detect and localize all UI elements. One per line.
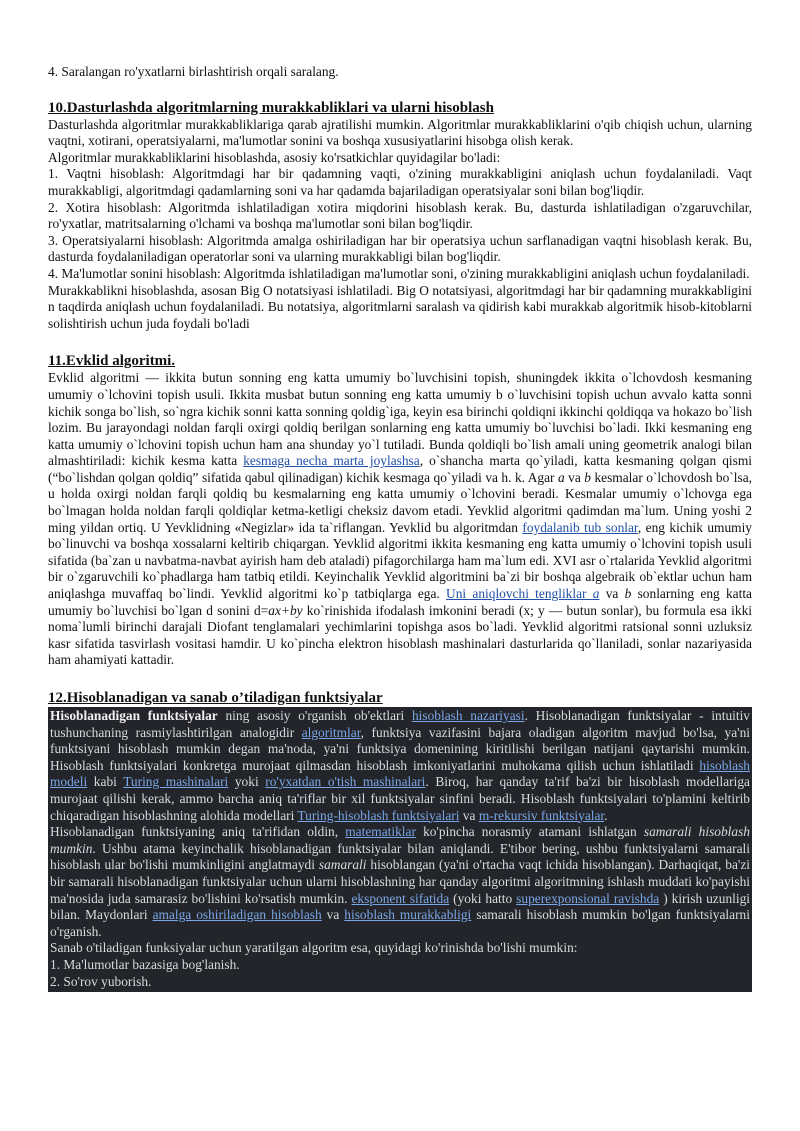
section-11-paragraph	[48, 370, 752, 669]
text-run: . Biroq, har qanday ta'rif ba'zi bir hisoblash modellariga murojaat qilishi kerak, ammo barcha aniq ta'riflar bir xil funktsiyalar sinfini beradi. Hisoblash funktsiyalari to'plamini keltirib chiqaradigan hisoblashning alohida modellari	[50, 774, 750, 823]
text-run: ko'pincha norasmiy atamani ishlatgan	[415, 824, 644, 840]
text-run: .	[604, 807, 608, 823]
link-turing-hisoblash[interactable]: Turing-hisoblash funktsiyalari	[297, 807, 460, 823]
link-m-rekursiv[interactable]: m-rekursiv funktsiyalar	[478, 807, 605, 823]
text-run: samarali hisoblash mumkin bo'lgan funktsiyalarni o'rganish.	[50, 907, 750, 939]
link-turing-mashinalari[interactable]: Turing mashinalari	[123, 774, 229, 790]
variable-b: b	[584, 469, 591, 485]
bold-term: Hisoblanadigan funktsiyalar	[50, 708, 218, 723]
section-11	[48, 352, 752, 669]
link-amalga-oshiriladigan[interactable]: amalga oshiriladigan hisoblash	[152, 907, 322, 923]
link-hisoblash-modeli[interactable]: hisoblash modeli	[50, 757, 750, 790]
text-run: va	[564, 469, 585, 485]
section-10-paragraph: 4. Ma'lumotlar sonini hisoblash: Algoritmda ishlatiladigan ma'lumotlar soni, o'zining murakkabligini aniqlash uchun foydalaniladi.	[48, 265, 750, 281]
italic-term: samarali	[318, 857, 367, 873]
text-run: ) kirish uzunligi bilan. Maydonlari	[50, 890, 750, 923]
text-run: ning asosiy o'rganish ob'ektlari	[217, 708, 412, 723]
section-11-title: 11.Evklid algoritmi.	[48, 353, 176, 370]
italic-term: samarali hisoblash mumkin	[50, 824, 750, 856]
section-10-paragraph: Algoritmlar murakkabliklarini hisoblashda, asosiy ko'rsatkichlar quyidagilar bo'ladi:	[48, 149, 501, 165]
variable-b: b	[624, 586, 632, 602]
link-text: Uni aniqlovchi tengliklar	[446, 586, 593, 602]
section-12-title: 12.Hisoblanadigan va sanab o’tiladigan funktsiyalar	[48, 690, 383, 706]
section-12-paragraph	[50, 708, 750, 824]
text-run: va	[321, 907, 345, 923]
section-12	[48, 689, 752, 992]
dark-highlight-block	[48, 707, 752, 992]
section-10-paragraph: Murakkablikni hisoblashda, asosan Big O notatsiyasi ishlatiladi. Big O notatsiyasi, algoritmdagi har bir qadamning murakkabligini n taqdirda aniqlash uchun foydalaniladi. Bu notatsiya, algoritmlarni saralash va qidirish kabi murakkab algoritmik hisob-kitoblarni solishtirish uchun juda foydali bo'ladi	[48, 282, 752, 331]
link-superexponsional[interactable]: superexponsional ravishda	[516, 890, 660, 906]
text-run: . Hisoblanadigan funktsiyalar - intuitiv tushunchaning rasmiylashtirilgan analogidir	[50, 708, 751, 740]
text-run: (yoki hatto	[449, 890, 517, 906]
text-run: kesmalar o`lchovdosh bo`lsa, u holda oxirgi noldan farqli qoldiq bu kesmalarning eng katta umumiy o`lchovini beradi. Kesmalar umumiy o`lchovga ega bo`lmagan holda noldan farqli qoldiqlar ketma-ketligi cheksiz davom etadi. Yevklid algoritmi qadimdan ma`lum. Uning yoshi 2 ming yildan ortiq. U Yevklidning «Negizlar» ida ta`riflangan. Yevklid bu algoritmdan	[48, 469, 752, 535]
text-run: , o`shancha marta qo`yiladi, katta kesmaning qolgan qismi (“bo`lishdan qolgan qoldiq” sifatida qabul qilinadigan) kichik kesmaga qo`yiladi va h. k. Agar	[48, 453, 752, 485]
section-10-paragraph: Dasturlashda algoritmlar murakkabliklariga qarab ajratilishi mumkin. Algoritmlar murakkabliklarini o'qib chiqish uchun, ularning vaqtni, xotirani, operatsiyalarni, ma'lumotlar sonini va boshqa xususiyatlarini hisobga olish kerak.	[48, 116, 752, 149]
text-run: yoki	[228, 774, 266, 790]
text-run: , eng kichik umumiy bo`linuvchi va boshqa xossalarni keltirib chiqargan. Yevklid algoritmi ikkita kesmaning eng katta umumiy o`lchovini topish usuli sifatida (ba`zan u navbatma-navbat ayirish ham deb ataladi) pifagorchilarga ham ma`lum edi. XVI asr o`rtalarida Yevklid algoritmi bir o`zgaruvchili ko`phadlarga ham tatbiq etildi. Keyinchalik Yevklid algoritmini ba`zi bir boshqa algebraik ob`ektlar uchun ham aniqlashga muvaffaq bo`lindi. Yevklid algoritmi ko`p tatbiqlarga ega.	[48, 519, 752, 602]
formula-expression: ax+by	[268, 602, 303, 618]
document-page	[48, 64, 752, 992]
text-run: ko`rinishida ifodalash imkonini beradi (x; y — butun sonlar), bu formula esa ikki noma`lumli birinchi darajali Diofant tenglamalari yechimlarini topishga asos bo`ladi. Yevklid algoritmi ratsional sonni uzluksiz kasr sifatida tasvirlash vositasi hamdir. U ko`pincha elektron hisoblash mashinalari dasturlarida qo`llaniladi, sonlar nazariyasida ham ahamiyati kattadir.	[48, 602, 752, 668]
list-item: 2. So'rov yuborish.	[50, 973, 152, 989]
link-hisoblash-nazariyasi[interactable]: hisoblash nazariyasi	[411, 708, 525, 723]
link-royxatdan-otish[interactable]: ro'yxatdan o'tish mashinalari	[265, 774, 426, 790]
link-matematiklar[interactable]: matematiklar	[345, 824, 416, 840]
text-run: Hisoblanadigan funktsiyaning aniq ta'rifidan oldin,	[50, 824, 346, 840]
link-kesmaga[interactable]: kesmaga necha marta joylashsa	[243, 453, 420, 469]
section-12-paragraph: Sanab o'tiladigan funksiyalar uchun yaratilgan algoritm esa, quyidagi ko'rinishda bo'lishi mumkin:	[50, 940, 578, 956]
section-10-paragraph: 1. Vaqtni hisoblash: Algoritmdagi har bir qadamning vaqti, o'zining murakkabligini aniqlash uchun foydalaniladi. Vaqt murakkabligi, algoritmdagi qadamlarning soni va har qadamda bajariladigan operatsiyalar soni bilan bog'liqdir.	[48, 166, 752, 198]
text-run: kabi	[87, 774, 124, 790]
text-run: hisoblangan (ya'ni o'rtacha vaqt ichida hisoblangan). Darhaqiqat, ba'zi bir samarali hisoblanadigan funktsiyalar uchun ularni hisoblashning har qanday algoritmi algoritmning ishlash muddati ko'payishi ma'nosida juda samarasiz bo'lishini ko'rsatish mumkin.	[50, 857, 750, 906]
section-10-title: 10.Dasturlashda algoritmlarning murakkabliklari va ularni hisoblash	[48, 99, 494, 116]
section-10	[48, 99, 752, 333]
variable-a: a	[557, 469, 565, 485]
variable-a: a	[592, 586, 600, 602]
text-run: Evklid algoritmi — ikkita butun sonning eng katta umumiy bo`luvchisini topish, shuningdek ikkita o`lchovdosh kesmaning umumiy o`lchovini topish usuli. Ikkita musbat butun sonning eng katta umumiy b o`luvchisini topish uchun avvalo katta sonni kichik songa bo`lish, so`ngra kichik sonni katta sonning qoldig`iga, keyin esa birinchi qoldiqni ikkinchi qoldiqqa va hokazo bo`lish lozim. Bu jarayondagi noldan farqli oxirgi qoldiq berilgan sonlarning eng katta umumiy bo`luvchisi bo`ladi. Ikki kesmaning eng katta umumiy o`lchovini topish uchun ham ana shunday yo`l tutiladi. Bunda qoldiqli bo`lish amali uning geometrik analogi bilan almashtiriladi: kichik kesma katta	[48, 370, 753, 469]
section-12-paragraph	[50, 824, 750, 940]
link-algoritmlar[interactable]: algoritmlar	[301, 724, 361, 740]
section-10-paragraph: 2. Xotira hisoblash: Algoritmda ishlatiladigan xotira miqdorini hisoblash kerak. Bu, dasturda ishlatiladigan o'zgaruvchilar, ro'yxatlar, matritsalarning o'lchami va boshqa ma'lumotlar soni bilan bog'liqdir.	[48, 199, 752, 232]
list-item: 1. Ma'lumotlar bazasiga bog'lanish.	[50, 956, 240, 972]
text-run: va	[599, 586, 625, 602]
section-10-paragraph: 3. Operatsiyalarni hisoblash: Algoritmda amalga oshiriladigan har bir operatsiya uchun sarflanadigan vaqtni hisoblash kerak. Bu, dasturda foydalaniladigan operatorlar soni va ularning murakkabligi bilan bog'liqdir.	[48, 232, 752, 265]
text-run: , funktsiya vazifasini bajara oladigan algoritm mavjud bo'lsa, ya'ni funktsiyani hisoblash mumkin degan ma'noda, ya'ni funktsiya domenining kiritilishi berilgan natijani qaytarishi mumkin. Hisoblash funktsiyalari konkretga murojaat qilmasdan hisoblash imkoniyatlarini muhokama qilish uchun ishlatiladi	[50, 724, 751, 773]
link-hisoblash-murakkabligi[interactable]: hisoblash murakkabligi	[344, 907, 472, 923]
link-tengliklar[interactable]	[446, 586, 599, 601]
link-tub-sonlar[interactable]: foydalanib tub sonlar	[522, 519, 638, 535]
link-eksponent[interactable]: eksponent sifatida	[351, 890, 450, 906]
text-run: sonlarning eng katta umumiy bo`luvchisi bo`lgan d sonini d=	[48, 586, 752, 618]
intro-line: 4. Saralangan ro'yxatlarni birlashtirish orqali saralang.	[48, 64, 339, 79]
text-run: . Ushbu atama keyinchalik hisoblanadigan funktsiyalar bilan aniqlandi. E'tibor bering, ushbu funktsiyalarni samarali hisoblash ular bo'lishi mumkinligini anglatmaydi	[50, 840, 750, 873]
text-run: va	[459, 807, 479, 823]
